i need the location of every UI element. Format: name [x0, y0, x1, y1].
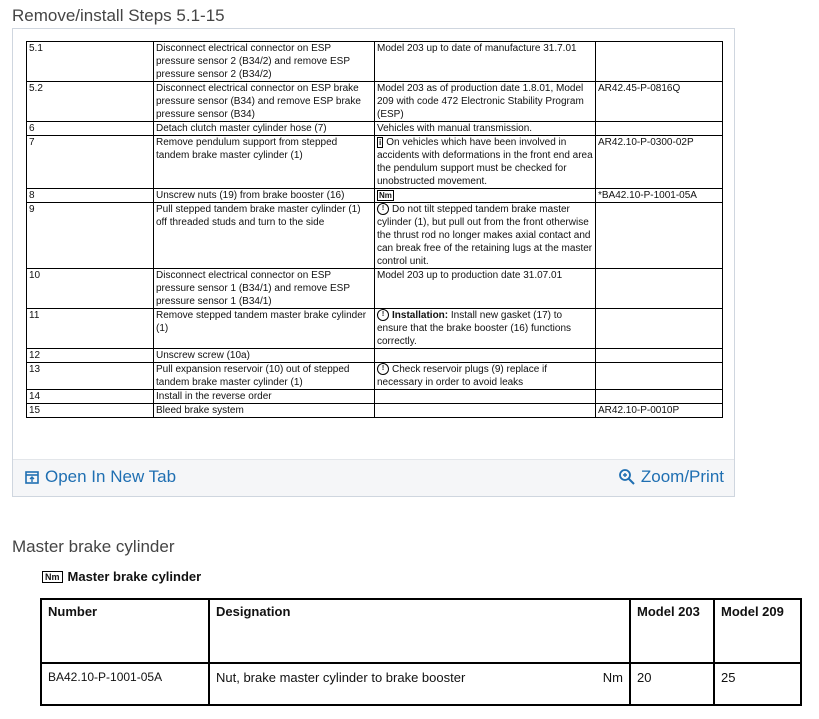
- step-reference: [596, 349, 723, 363]
- step-number-text: 5.1: [29, 43, 43, 54]
- step-action-text: Disconnect electrical connector on ESP pressure sensor 1 (B34/1) and remove ESP pressure sensor 1 (B34/1): [156, 270, 350, 307]
- section-title-remove-install: Remove/install Steps 5.1-15: [12, 6, 225, 25]
- spec-designation-cell: [209, 663, 630, 705]
- step-reference-text: AR42.10-P-0300-02P: [598, 137, 694, 148]
- table-row: [27, 309, 723, 349]
- step-note-text: Model 203 as of production date 1.8.01, Model 209 with code 472 Electronic Stability Program (ESP): [377, 83, 584, 120]
- step-number: [27, 136, 154, 189]
- zoom-print-link[interactable]: [618, 467, 724, 487]
- step-note: [375, 404, 596, 418]
- step-action: [154, 390, 375, 404]
- step-number: [27, 404, 154, 418]
- step-number-text: 6: [29, 123, 35, 134]
- step-reference: [596, 42, 723, 82]
- step-note: [375, 390, 596, 404]
- step-reference: [596, 136, 723, 189]
- spec-header-model-209: Model 209: [714, 599, 801, 663]
- step-number-text: 5.2: [29, 83, 43, 94]
- step-note-text: Vehicles with manual transmission.: [377, 123, 533, 134]
- step-reference: [596, 122, 723, 136]
- table-row: [27, 349, 723, 363]
- step-number-text: 8: [29, 190, 35, 201]
- step-note: [375, 42, 596, 82]
- step-action: [154, 136, 375, 189]
- step-action-text: Disconnect electrical connector on ESP pressure sensor 2 (B34/2) and remove ESP pressure sensor 2 (B34/2): [156, 43, 350, 80]
- step-action: [154, 42, 375, 82]
- step-number: [27, 269, 154, 309]
- step-reference: [596, 82, 723, 122]
- step-note-text: Install new gasket (17) to ensure that the brake booster (16) functions correctly.: [377, 310, 572, 347]
- spec-header-model-203: Model 203: [630, 599, 714, 663]
- step-action-text: Remove stepped tandem master brake cylinder (1): [156, 310, 367, 334]
- step-action-text: Remove pendulum support from stepped tandem brake master cylinder (1): [156, 137, 338, 161]
- step-note: [375, 82, 596, 122]
- spec-number: BA42.10-P-1001-05A: [41, 663, 209, 705]
- section-title-master-brake-cylinder: Master brake cylinder: [12, 537, 175, 556]
- step-action-text: Detach clutch master cylinder hose (7): [156, 123, 327, 134]
- step-reference: [596, 203, 723, 269]
- step-number-text: 9: [29, 204, 35, 215]
- step-note: [375, 189, 596, 203]
- spec-table: [40, 598, 802, 706]
- step-number: [27, 122, 154, 136]
- step-reference-text: AR42.10-P-0010P: [598, 405, 680, 416]
- table-row: [27, 390, 723, 404]
- step-reference: [596, 363, 723, 390]
- step-number: [27, 189, 154, 203]
- table-row: [27, 404, 723, 418]
- info-icon: i: [379, 137, 382, 147]
- table-row: [27, 203, 723, 269]
- viewer-body: [14, 30, 733, 460]
- step-action-text: Bleed brake system: [156, 405, 244, 416]
- spec-model-203-value: 20: [630, 663, 714, 705]
- step-action: [154, 203, 375, 269]
- caution-icon: !: [377, 203, 389, 215]
- step-action: [154, 349, 375, 363]
- step-note-text: Model 203 up to date of manufacture 31.7.01: [377, 43, 577, 54]
- step-number-text: 14: [29, 391, 41, 402]
- step-reference: [596, 269, 723, 309]
- step-number: [27, 349, 154, 363]
- step-note: [375, 203, 596, 269]
- step-number: [27, 309, 154, 349]
- step-number: [27, 390, 154, 404]
- step-action-text: Pull stepped tandem brake master cylinder (1) off threaded studs and turn to the side: [156, 204, 361, 228]
- step-note-text: Check reservoir plugs (9) replace if necessary in order to avoid leaks: [377, 364, 548, 388]
- step-action: [154, 82, 375, 122]
- torque-nm-icon: Nm: [42, 571, 63, 583]
- step-reference: [596, 189, 723, 203]
- step-note-text: On vehicles which have been involved in accidents with deformations in the front end area the pendulum support must be checked for unobstructed movement.: [377, 137, 593, 187]
- step-number: [27, 42, 154, 82]
- step-number-text: 7: [29, 137, 35, 148]
- step-action-text: Disconnect electrical connector on ESP brake pressure sensor (B34) and remove ESP brake pressure sensor (B34): [156, 83, 361, 120]
- step-action: [154, 363, 375, 390]
- zoom-magnifier-icon: [618, 468, 636, 486]
- table-row: [27, 42, 723, 82]
- step-reference: [596, 404, 723, 418]
- spec-header-row: [41, 599, 801, 663]
- step-reference: [596, 309, 723, 349]
- viewer-footer: [13, 459, 734, 496]
- spec-unit: Nm: [602, 670, 623, 685]
- step-action-text: Unscrew nuts (19) from brake booster (16): [156, 190, 345, 201]
- step-note-text: Do not tilt stepped tandem brake master cylinder (1), but pull out from the front otherwise the thrust rod no longer makes axial contact and can break free of the retaining lugs at the master control unit.: [377, 204, 593, 267]
- spec-row: [41, 663, 801, 705]
- torque-nm-icon: Nm: [379, 190, 392, 200]
- step-note: [375, 309, 596, 349]
- spec-designation: Nut, brake master cylinder to brake booster: [216, 670, 466, 685]
- step-note: [375, 122, 596, 136]
- open-new-tab-icon: [25, 470, 40, 485]
- step-note: [375, 136, 596, 189]
- step-action: [154, 269, 375, 309]
- spec-header-number: Number: [41, 599, 209, 663]
- step-number-text: 15: [29, 405, 41, 416]
- document-viewer: [12, 28, 735, 497]
- step-action-text: Pull expansion reservoir (10) out of stepped tandem brake master cylinder (1): [156, 364, 350, 388]
- table-row: [27, 269, 723, 309]
- table-row: [27, 363, 723, 390]
- step-number: [27, 203, 154, 269]
- step-action-text: Install in the reverse order: [156, 391, 272, 402]
- step-number-text: 13: [29, 364, 41, 375]
- caution-icon: !: [377, 309, 389, 321]
- step-action: [154, 404, 375, 418]
- step-action-text: Unscrew screw (10a): [156, 350, 250, 361]
- installation-label: Installation:: [392, 310, 449, 321]
- step-note: [375, 269, 596, 309]
- step-action: [154, 122, 375, 136]
- open-in-new-tab-label: Open In New Tab: [45, 467, 177, 486]
- step-note-text: Model 203 up to production date 31.07.01: [377, 270, 563, 281]
- step-reference-text: AR42.45-P-0816Q: [598, 83, 681, 94]
- table-row: [27, 189, 723, 203]
- steps-table: [26, 41, 723, 418]
- step-action: [154, 309, 375, 349]
- step-number: [27, 82, 154, 122]
- zoom-print-label: Zoom/Print: [640, 467, 724, 486]
- spec-heading-label: Master brake cylinder: [67, 569, 202, 584]
- step-note: [375, 363, 596, 390]
- spec-model-209-value: 25: [714, 663, 801, 705]
- caution-icon: !: [377, 363, 389, 375]
- step-number-text: 10: [29, 270, 41, 281]
- step-number: [27, 363, 154, 390]
- step-action: [154, 189, 375, 203]
- step-note: [375, 349, 596, 363]
- spec-heading: [42, 569, 201, 584]
- table-row: [27, 122, 723, 136]
- step-reference-text: *BA42.10-P-1001-05A: [598, 190, 697, 201]
- step-number-text: 12: [29, 350, 41, 361]
- steps-table-body: [27, 42, 723, 418]
- step-number-text: 11: [29, 310, 40, 321]
- open-in-new-tab-link[interactable]: [25, 467, 176, 487]
- table-row: [27, 82, 723, 122]
- spec-header-designation: Designation: [209, 599, 630, 663]
- step-reference: [596, 390, 723, 404]
- table-row: [27, 136, 723, 189]
